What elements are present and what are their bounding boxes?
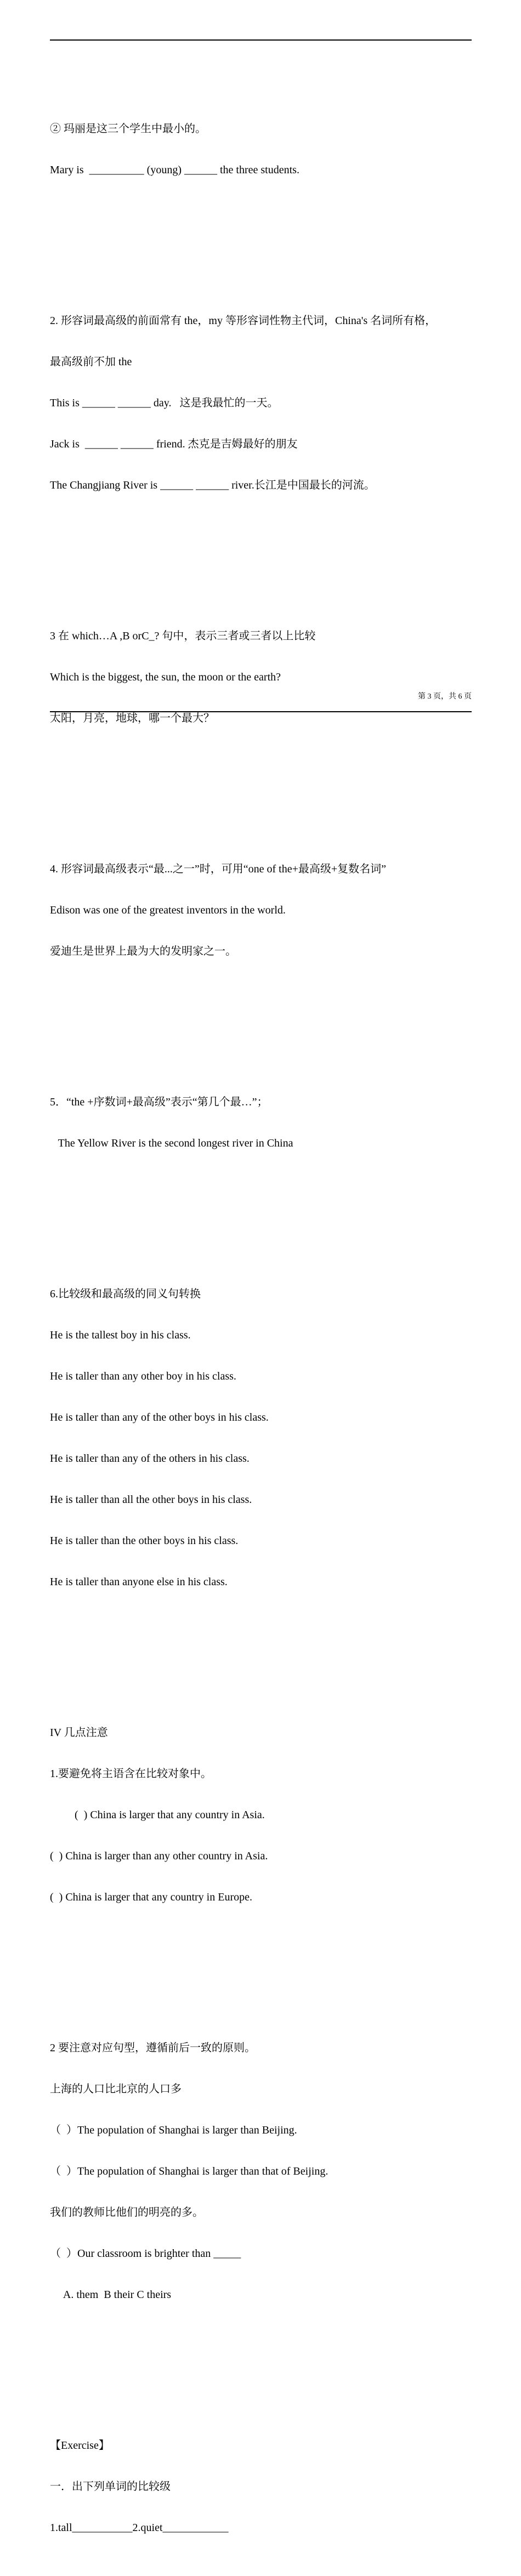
text-line: 1.要避免将主语含在比较对象中。 <box>50 1768 212 1780</box>
text-line: He is taller than any of the other boys in his class. <box>50 1411 269 1423</box>
section-5 <box>50 1068 472 1178</box>
text-line: 2. 形容词最高级的前面常有 the，my 等形容词性物主代词，China's 名词所有格， <box>50 315 437 327</box>
text-line: 6.比较级和最高级的同义句转换 <box>50 1288 201 1300</box>
text-line: This is ______ ______ day. 这是我最忙的一天。 <box>50 397 279 409</box>
text-line: 【Exercise】 <box>50 2439 110 2452</box>
text-line: 一．出下列单词的比较级 <box>50 2481 171 2493</box>
text-line: （ ）Our classroom is brighter than _____ <box>50 2248 241 2260</box>
text-line: He is the tallest boy in his class. <box>50 1329 191 1341</box>
text-line: He is taller than the other boys in his class. <box>50 1535 239 1547</box>
text-line: ( ) China is larger that any country in Asia. <box>50 1809 265 1821</box>
text-line: He is taller than all the other boys in his class. <box>50 1494 252 1506</box>
header-rule <box>50 39 472 41</box>
text-line: （ ）The population of Shanghai is larger than that of Beijing. <box>50 2165 329 2177</box>
text-line: A. them B their C theirs <box>50 2289 172 2301</box>
section-1 <box>50 95 472 205</box>
page-number: 第 3 页，共 6 页 <box>418 693 472 701</box>
footer-rule <box>50 711 472 712</box>
section-9 <box>50 2412 472 2562</box>
text-line: He is taller than any of the others in his class. <box>50 1452 250 1465</box>
text-line: 4. 形容词最高级表示“最...之一”时，可用“one of the+最高级+复数名词” <box>50 863 387 875</box>
text-line: 上海的人口比北京的人口多 <box>50 2083 182 2095</box>
text-line: 5．“the +序数词+最高级”表示“第几个最…”； <box>50 1096 268 1108</box>
document-body <box>50 54 472 2576</box>
text-line: 1.tall___________2.quiet____________ <box>50 2522 229 2534</box>
text-line: The Yellow River is the second longest river in China <box>50 1137 293 1149</box>
text-line: Which is the biggest, the sun, the moon or the earth? <box>50 671 281 683</box>
text-line: 我们的教师比他们的明亮的多。 <box>50 2206 203 2218</box>
section-8 <box>50 2014 472 2329</box>
text-line: 太阳，月亮，地球，哪一个最大？ <box>50 712 214 724</box>
text-line: He is taller than any other boy in his class. <box>50 1370 236 1382</box>
text-line: The Changjiang River is ______ ______ river.长江是中国最长的河流。 <box>50 479 375 491</box>
section-6 <box>50 1260 472 1616</box>
text-line: Mary is __________ (young) ______ the three students. <box>50 164 299 176</box>
text-line: ( ) China is larger that any country in Europe. <box>50 1891 252 1903</box>
text-line: 3 在 which…A ,B orC_? 句中，表示三者或三者以上比较 <box>50 630 316 642</box>
text-line: （ ）The population of Shanghai is larger than Beijing. <box>50 2124 297 2136</box>
text-line: ② 玛丽是这三个学生中最小的。 <box>50 123 206 135</box>
text-line: 2 要注意对应句型，遵循前后一致的原则。 <box>50 2042 256 2054</box>
text-line: He is taller than anyone else in his class. <box>50 1576 228 1588</box>
text-line: IV 几点注意 <box>50 1727 108 1739</box>
section-7 <box>50 1699 472 1932</box>
section-3 <box>50 602 472 753</box>
text-line: Jack is ______ ______ friend. 杰克是吉姆最好的朋友 <box>50 438 298 450</box>
text-line: 最高级前不加 the <box>50 356 132 368</box>
section-2 <box>50 287 472 520</box>
text-line: ( ) China is larger than any other country in Asia. <box>50 1850 268 1862</box>
section-4 <box>50 835 472 986</box>
text-line: 爱迪生是世界上最为大的发明家之一。 <box>50 945 236 957</box>
text-line: Edison was one of the greatest inventors in the world. <box>50 904 286 916</box>
